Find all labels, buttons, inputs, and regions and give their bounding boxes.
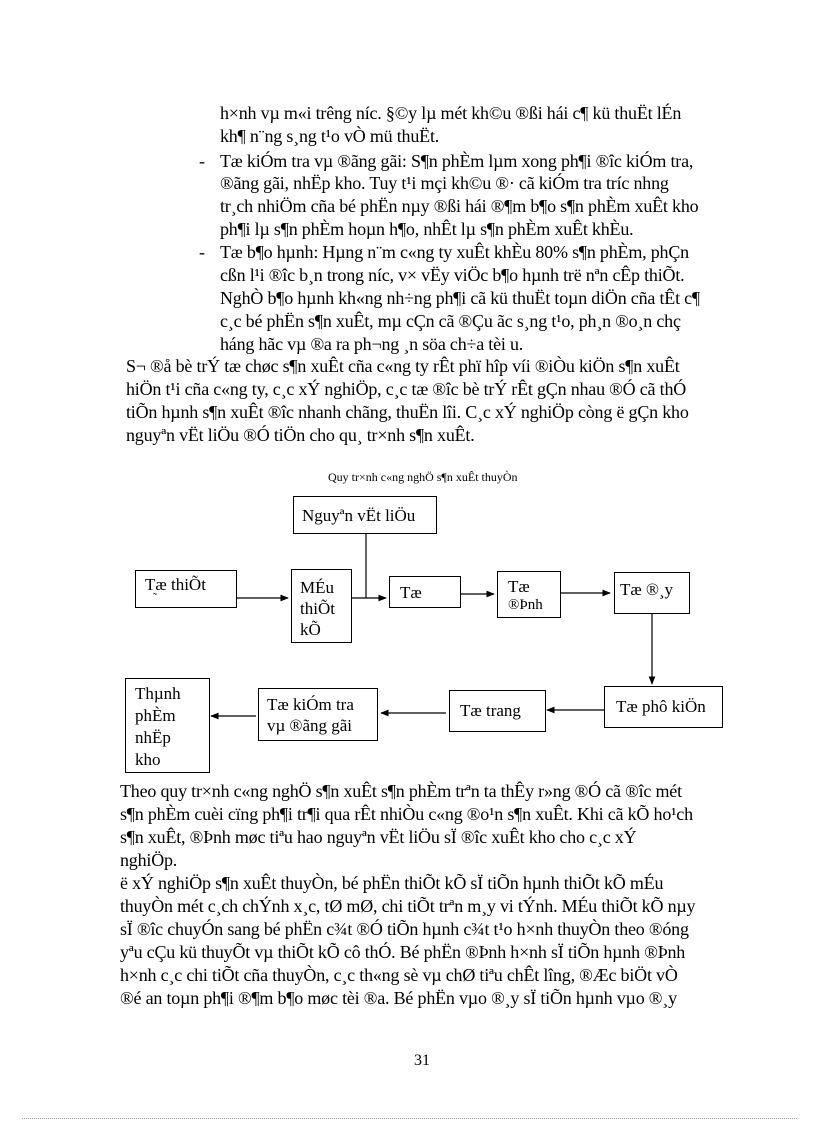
page-bottom-rule [22,1118,797,1119]
node-inspection-team [258,688,378,741]
text-line: Tæ kiÓm tra vµ ®ãng gãi: S¶n phÈm lµm xong ph¶i ®îc kiÓm tra, [220,151,694,171]
node-label: MÉu [300,578,334,597]
node-label: ®Þnh [508,597,543,613]
text-line: tiÕn hµnh s¶n xuÊt ®îc nhanh chãng, thuËn lîi. C¸c xÝ nghiÖp còng ë gÇn kho [126,402,689,422]
diagram-caption: Quy tr×nh c«ng nghÖ s¶n xuÊt thuyÒn [328,470,518,484]
text-line: h×nh c¸c chi tiÕt cña thuyÒn, c¸c th«ng sè vµ chØ tiªu chÊt lîng, ®Æc biÖt vÒ [120,965,678,985]
text-line: nghiÖp. [120,850,178,870]
text-line: s¶n phÈm cuèi cïng ph¶i tr¶i qua rÊt nhiÒu c«ng ®o¹n s¶n xuÊt. Khi cã kÕ ho¹ch [120,804,693,824]
text-line: sÏ ®îc chuyÓn sang bé phËn c¾t ®Ó tiÕn hµnh c¾t t¹o h×nh thuyÒn theo ®óng [120,919,689,939]
text-line: NghÒ b¶o hµnh kh«ng nh÷ng ph¶i cã kü thuËt toµn diÖn cña tÊt c¶ [220,288,700,308]
node-label: Tæ thiÕt [145,575,206,594]
text-line: háng hãc vµ ®a ra ph¬ng ¸n söa ch÷a tèi u. [220,334,524,354]
node-shaping-team [497,571,561,618]
node-label: Tæ trang [460,701,521,720]
node-design-team [135,570,237,608]
node-label: Nguyªn vËt liÖu [302,506,416,525]
text-line: Theo quy tr×nh c«ng nghÖ s¶n xuÊt s¶n phÈm trªn ta thÊy r»ng ®Ó cã ®îc mét [120,781,682,801]
node-cutting-team [389,576,461,608]
node-label: kÕ [300,620,321,639]
node-label: phÈm [135,706,176,725]
text-line: hiÖn t¹i cña c«ng ty, c¸c xÝ nghiÖp, c¸c tæ ®îc bè trÝ rÊt gÇn nhau ®Ó cã thÓ [126,379,687,399]
node-label: thiÕt [300,599,335,618]
node-raw-materials [293,496,437,534]
text-line: ë xÝ nghiÖp s¶n xuÊt thuyÒn, bé phËn thiÕt kÕ sÏ tiÕn hµnh thiÕt kÕ mÉu [120,873,664,893]
text-line: s¶n xuÊt, ®Þnh møc tiªu hao nguyªn vËt liÖu sÏ ®îc xuÊt kho cho c¸c xÝ [120,827,637,847]
text-line: Tæ b¶o hµnh: Hµng n¨m c«ng ty xuÊt khÈu 80% s¶n phÈm, phÇn [220,242,689,262]
text-line: thuyÒn mét c¸ch chÝnh x¸c, tØ mØ, chi tiÕt trªn m¸y vi tÝnh. MÉu thiÕt kÕ nµy [120,896,696,916]
node-label: vµ ®ãng gãi [267,716,353,735]
text-line: ph¶i lµ s¶n phÈm hoµn h¶o, nhÊt lµ s¶n phÈm xuÊt khÈu. [220,219,634,239]
text-line: c¸c bé phËn s¶n xuÊt, mµ cÇn cã ®Çu ãc s¸ng t¹o, ph¸n ®o¸n chç [220,311,681,331]
text-line: ®ãng gãi, nhËp kho. Tuy t¹i mçi kh©u ®· cã kiÓm tra tríc nhng [220,173,669,193]
text-line: nguyªn vËt liÖu ®Ó tiÖn cho qu¸ tr×nh s¶n xuÊt. [126,425,475,445]
text-line: cßn l¹i ®îc b¸n trong níc, v× vËy viÖc b¶o hµnh trë nªn cÊp thiÕt. [220,265,685,285]
node-label: Thµnh [135,684,181,703]
node-decoration-team [449,690,546,732]
page-number: 31 [414,1052,430,1069]
bullet-dash: - [199,242,205,262]
text-line: S¬ ®å bè trÝ tæ chøc s¶n xuÊt cña c«ng ty rÊt phï hîp víi ®iÒu kiÖn s¶n xuÊt [126,356,680,376]
node-design-sample [291,569,352,643]
text-line: kh¶ n¨ng s¸ng t¹o vÒ mü thuËt. [220,126,440,146]
node-label: Tæ [400,583,422,602]
node-label: kho [135,750,161,769]
node-label: Tæ [508,577,530,596]
node-accessory-team [604,686,723,728]
text-line: yªu cÇu kü thuyÕt vµ thiÕt kÕ cô thÓ. Bé phËn ®Þnh h×nh sÏ tiÕn hµnh ®Þnh [120,942,686,962]
text-line: ®é an toµn ph¶i ®¶m b¶o møc tèi ®a. Bé phËn vµo ®¸y sÏ tiÕn hµnh vµo ®¸y [120,988,677,1008]
bullet-dash: - [199,151,205,171]
node-label: Tæ phô kiÖn [616,697,706,716]
text-line: h×nh vµ m«i trêng níc. §©y lµ mét kh©u ®ßi hái c¶ kü thuËt lÉn [220,103,682,123]
node-finished-goods [125,678,210,773]
node-bottom-team [614,572,690,614]
node-label: nhËp [135,728,171,747]
node-label-mark: ˜ [153,590,157,604]
node-label: Tæ kiÓm tra [267,695,354,714]
node-label: Tæ ®¸y [620,580,674,599]
text-line: tr¸ch nhiÖm cña bé phËn nµy ®ßi hái ®¶m b¶o s¶n phÈm xuÊt kho [220,196,699,216]
